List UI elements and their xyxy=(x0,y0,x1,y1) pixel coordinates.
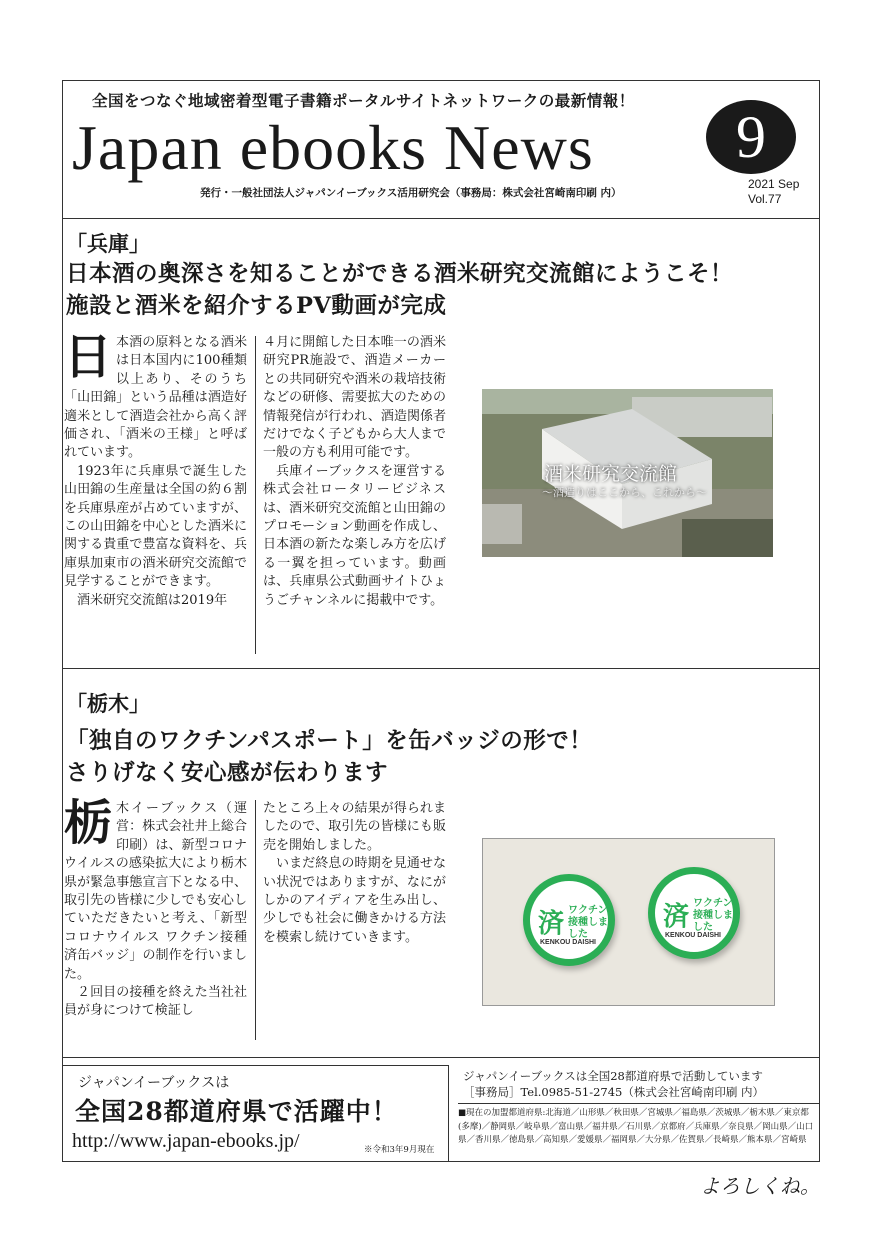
publisher-line: 発行・一般社団法人ジャパンイーブックス活用研究会（事務局：株式会社宮崎南印刷 内） xyxy=(200,187,622,199)
article1-column-2 xyxy=(263,334,446,610)
article1-c1p1: 本酒の原料となる酒米は日本国内に100種類以上あり、そのうち「山田錦」という品種は酒造好適米として酒造会社から高く評価され、「酒米の王様」と呼ばれています。 xyxy=(64,335,247,461)
sake-rice-hall-photo xyxy=(482,389,773,557)
footer-right-line2: ［事務局］Tel.0985-51-2745（株式会社宮崎南印刷 内） xyxy=(463,1085,765,1099)
article1-c2p1: ４月に開館した日本唯一の酒米研究PR施設で、酒造メーカーとの共同研究や酒米の栽培技術などの研修、需要拡大のための情報発信が行われ、酒造関係者だけでなく子どもから大人まで一般の方も利用可能です。 xyxy=(263,335,446,461)
badge-arc-text: KENKOU DAISHI xyxy=(540,939,597,946)
masthead-title: Japan ebooks News xyxy=(72,112,594,183)
issue-volume: Vol.77 xyxy=(748,192,782,206)
article1-headline-1: 日本酒の奥深さを知ることができる酒米研究交流館にようこそ！ xyxy=(66,261,734,287)
article2-column-2 xyxy=(263,800,446,947)
handwritten-signature: よろしくね。 xyxy=(700,1174,820,1198)
article2-column-1 xyxy=(64,795,247,1021)
badge-arc-text: KENKOU DAISHI xyxy=(665,932,722,939)
article1-drop-cap: 日 xyxy=(64,329,113,385)
badge-small-text: ワクチン接種しました xyxy=(693,898,733,933)
footer-members-list: ■現在の加盟都道府県:北海道／山形県／秋田県／宮城県／福島県／茨城県／栃木県／東京都(多摩)／静岡県／岐阜県／富山県／福井県／石川県／京都府／兵庫県／奈良県／岡山県／山口県／香川県／徳島県／高知県／愛媛県／福岡県／大分県／佐賀県／長崎県／熊本県／宮崎県 xyxy=(458,1103,820,1148)
tagline: 全国をつなぐ地域密着型電子書籍ポータルサイトネットワークの最新情報！ xyxy=(92,91,635,110)
footer-note: ※令和3年9月現在 xyxy=(364,1145,435,1155)
article1-region: 「兵庫」 xyxy=(66,231,150,256)
article2-headline-1: 「独自のワクチンパスポート」を缶バッジの形で！ xyxy=(66,728,593,754)
column-rule xyxy=(255,336,256,654)
article2-region: 「栃木」 xyxy=(66,691,150,716)
article2-drop-cap: 栃 xyxy=(64,795,113,851)
article2-c1p1: 木イーブックス（運営：株式会社井上総合印刷）は、新型コロナウイルスの感染拡大により栃木県が緊急事態宣言下となる中、取引先の皆様に少しでも安心していただきたいと考え、「新型コロナウイルス ワクチン接種済缶バッジ」の制作を行いました。 xyxy=(64,801,247,982)
footer-divider xyxy=(62,1057,820,1058)
article2-c2p1: たところ上々の結果が得られましたので、取引先の皆様にも販売を開始しました。 xyxy=(263,801,446,853)
issue-number-badge: 9 xyxy=(706,100,796,174)
photo-caption: 酒米研究交流館 xyxy=(544,463,678,485)
article2-headline-2: さりげなく安心感が伝わります xyxy=(66,760,389,786)
article1-c2p2: 兵庫イーブックスを運営する株式会社ロータリービジネスは、酒米研究交流館と山田錦のプロモーション動画を作成し、日本酒の新たな楽しみ方を広げる一翼を担っています。動画は、兵庫県公式動画サイトひょうごチャンネルに掲載中です。 xyxy=(263,463,446,608)
column-rule-2 xyxy=(255,800,256,1040)
footer-left-big: 全国28都道府県で活躍中！ xyxy=(75,1097,398,1126)
footer-right-line1: ジャパンイーブックスは全国28都道府県で活動しています xyxy=(463,1069,763,1083)
badge-big-text: 済 xyxy=(663,902,690,932)
article1-c1p2: 1923年に兵庫県で誕生した山田錦の生産量は全国の約６割を兵庫県産が占めていますが、この山田錦を中心とした酒米に関する貴重で豊富な資料を、兵庫県加東市の酒米研究交流館で見学することができます。 xyxy=(64,463,247,590)
issue-date xyxy=(748,177,799,207)
vaccine-badge-left xyxy=(523,874,615,966)
footer-url-link[interactable]: http://www.japan-ebooks.jp/ xyxy=(72,1130,300,1152)
badge-small-text: ワクチン接種しました xyxy=(568,905,608,940)
issue-date-text: 2021 Sep xyxy=(748,177,800,191)
article1-c1p3: 酒米研究交流館は2019年 xyxy=(77,592,228,608)
photo-subcaption: 〜酒造りはここから、これから〜 xyxy=(542,486,707,499)
footer-left-small: ジャパンイーブックスは xyxy=(78,1075,230,1091)
vaccine-badge-right xyxy=(648,867,740,959)
header-divider xyxy=(62,218,820,219)
article1-headline-2: 施設と酒米を紹介するPV動画が完成 xyxy=(66,293,447,319)
vaccine-badges-photo xyxy=(482,838,775,1006)
section-divider xyxy=(62,668,820,669)
article2-c1p2: ２回目の接種を終えた当社社員が身につけて検証し xyxy=(64,985,247,1019)
article1-column-1 xyxy=(64,329,247,610)
article2-c2p2: いまだ終息の時期を見通せない状況ではありますが、なにがしかのアイディアを生み出し、少しでも社会に働きかける方法を模索し続けていきます。 xyxy=(263,856,446,945)
badge-big-text: 済 xyxy=(538,909,565,939)
